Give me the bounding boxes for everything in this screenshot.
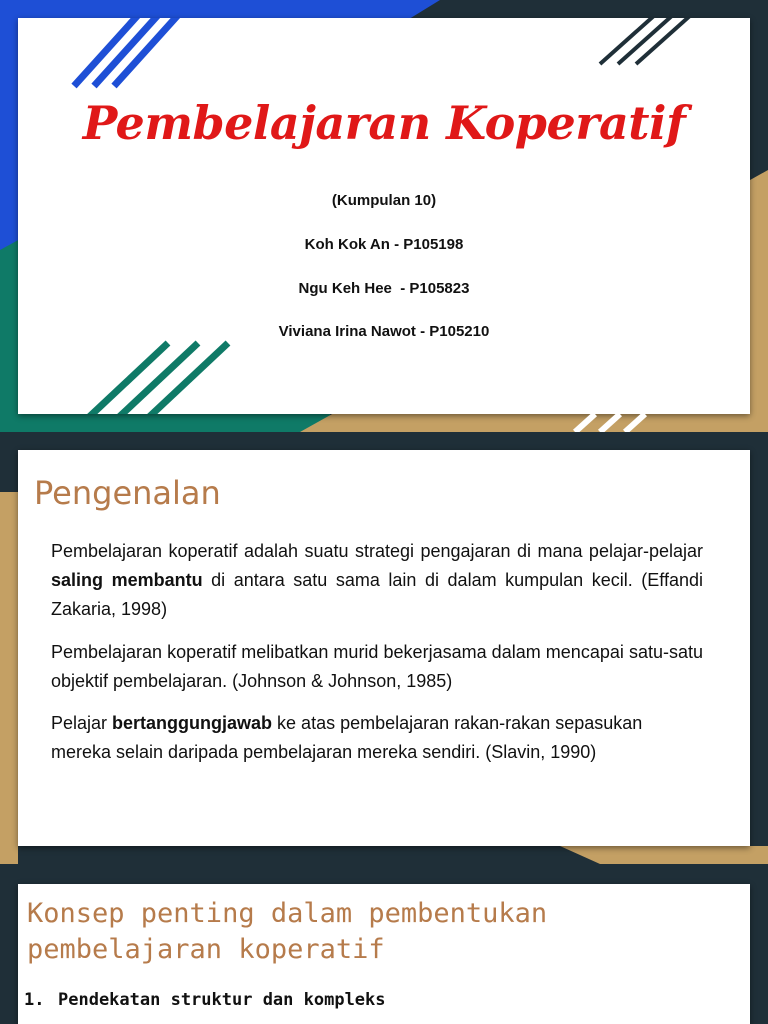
concept-item-1: [24, 990, 386, 1010]
p1-text-start: Pembelajaran koperatif adalah suatu strategi pengajaran di mana pelajar-pelajar: [51, 541, 703, 561]
title-card: [18, 18, 750, 414]
introduction-heading: Pengenalan: [34, 474, 221, 512]
intro-paragraph-1: [51, 537, 703, 624]
presentation-title: Pembelajaran Koperatif: [82, 96, 686, 150]
p3-bold-term: bertanggungjawab: [112, 713, 273, 733]
member-2: Ngu Keh Hee - P105823: [298, 280, 470, 297]
p1-bold-term: saling membantu: [51, 570, 203, 590]
group-label: (Kumpulan 10): [331, 192, 437, 209]
p3-text-start: Pelajar: [51, 713, 113, 733]
intro-paragraph-2: Pembelajaran koperatif melibatkan murid bekerjasama dalam mencapai satu-satu objektif pembelajaran. (Johnson & Johnson, 1985): [51, 642, 703, 691]
member-3: Viviana Irina Nawot - P105210: [278, 323, 490, 340]
intro-paragraph-3: [51, 709, 703, 767]
p3-text-end: ke atas pembelajaran rakan-rakan sepasukan mereka selain daripada pembelajaran mereka sendiri. (Slavin, 1990): [51, 713, 643, 762]
concepts-heading: [27, 896, 727, 968]
slide-introduction: [0, 432, 768, 864]
introduction-card: [18, 450, 750, 846]
member-1: Koh Kok An - P105198: [304, 236, 464, 253]
decorative-stripes: [18, 18, 750, 414]
item-text: Pendekatan struktur dan kompleks: [58, 990, 386, 1010]
slide-concepts: [0, 866, 768, 1024]
concepts-heading-line-2: pembelajaran koperatif: [27, 934, 385, 965]
concepts-heading-line-1: Konsep penting dalam pembentukan: [27, 898, 548, 929]
item-number: 1.: [24, 990, 45, 1010]
concepts-card: [18, 884, 750, 1024]
p1-text-end: di antara satu sama lain di dalam kumpulan kecil. (Effandi Zakaria, 1998): [51, 570, 703, 619]
slide-title: [0, 0, 768, 432]
